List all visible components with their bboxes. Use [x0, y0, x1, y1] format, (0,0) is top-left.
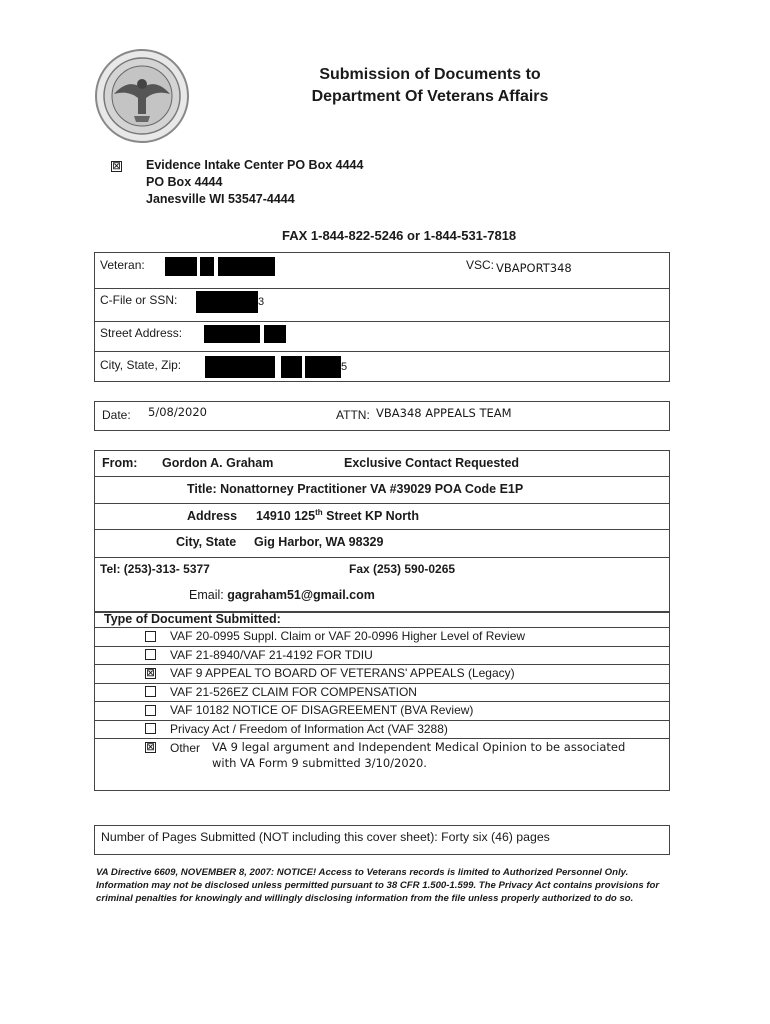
redaction [205, 356, 275, 378]
doc-item: Privacy Act / Freedom of Information Act (VAF 3288) [170, 722, 448, 736]
divider [94, 529, 669, 530]
pages-submitted: Number of Pages Submitted (NOT including this cover sheet): Forty six (46) pages [101, 830, 550, 844]
street-address-label: Street Address: [100, 326, 183, 340]
doc-item: VAF 21-526EZ CLAIM FOR COMPENSATION [170, 685, 417, 699]
divider [94, 627, 669, 628]
exclusive-contact: Exclusive Contact Requested [344, 456, 520, 470]
redaction [264, 325, 286, 343]
other-text-line2: with VA Form 9 submitted 3/10/2020. [212, 756, 427, 770]
documents-heading: Type of Document Submitted: [104, 612, 281, 626]
vsc-value: VBAPORT348 [496, 261, 572, 275]
divider [94, 701, 669, 702]
doc-checkbox[interactable] [145, 649, 156, 660]
doc-item: VAF 21-8940/VAF 21-4192 FOR TDIU [170, 648, 373, 662]
divider [94, 664, 669, 665]
other-text-line1: VA 9 legal argument and Independent Medical Opinion to be associated [212, 740, 626, 754]
privacy-notice: VA Directive 6609, NOVEMBER 8, 2007: NOTICE! Access to Veterans records is limited to Authorized Personnel Only. Information may not be disclosed unless permitted pursuant to 38 CFR 1.500-1.599. The Privacy Act contains provisions for criminal penalties for knowingly and willingly disclosing information from the file unless properly authorized to do so. [96, 867, 660, 904]
page-title-line2: Department Of Veterans Affairs [311, 88, 549, 105]
from-box [94, 450, 670, 613]
address-line1: Evidence Intake Center PO Box 4444 [146, 158, 364, 172]
fax-numbers: FAX 1-844-822-5246 or 1-844-531-7818 [282, 228, 517, 243]
doc-checkbox[interactable] [145, 723, 156, 734]
attn-label: ATTN: [336, 408, 370, 422]
vsc-label: VSC: [466, 258, 495, 272]
redaction [281, 356, 302, 378]
doc-item: VAF 9 APPEAL TO BOARD OF VETERANS' APPEALS (Legacy) [170, 666, 515, 680]
redaction [165, 257, 197, 276]
va-seal-icon [94, 48, 190, 144]
city-state-label: City, State [176, 535, 237, 549]
page-title-line1: Submission of Documents to [319, 66, 541, 83]
cfile-label: C-File or SSN: [100, 293, 178, 307]
other-label: Other [170, 741, 201, 755]
divider [94, 683, 669, 684]
divider [94, 720, 669, 721]
date-value: 5/08/2020 [148, 405, 207, 419]
address-line3: Janesville WI 53547-4444 [146, 192, 295, 206]
divider [94, 351, 669, 352]
veteran-label: Veteran: [100, 258, 145, 272]
attn-value: VBA348 APPEALS TEAM [376, 406, 512, 420]
doc-checkbox[interactable] [145, 686, 156, 697]
date-label: Date: [102, 408, 131, 422]
address-label: Address [187, 509, 238, 523]
divider [94, 646, 669, 647]
other-checkbox[interactable]: ☒ [146, 742, 155, 752]
divider [94, 321, 669, 322]
email: Email: gagraham51@gmail.com [189, 588, 375, 602]
doc-checkbox[interactable] [145, 705, 156, 716]
tel: Tel: (253)-313- 5377 [100, 562, 210, 576]
redaction [196, 291, 258, 313]
doc-checkbox[interactable]: ☒ [146, 668, 155, 678]
address-line2: PO Box 4444 [146, 175, 223, 189]
address-value: 14910 125th Street KP North [256, 508, 419, 524]
doc-checkbox[interactable] [145, 631, 156, 642]
redaction [305, 356, 341, 378]
redaction [200, 257, 214, 276]
city-state-value: Gig Harbor, WA 98329 [254, 535, 384, 549]
divider [94, 288, 669, 289]
divider [94, 738, 669, 739]
divider [94, 557, 669, 558]
from-name: Gordon A. Graham [162, 456, 274, 470]
doc-item: VAF 20-0995 Suppl. Claim or VAF 20-0996 Higher Level of Review [170, 629, 526, 643]
city-suffix: 5 [341, 361, 348, 373]
city-state-zip-label: City, State, Zip: [100, 358, 182, 372]
title-line: Title: Nonattorney Practitioner VA #39029 POA Code E1P [187, 482, 524, 496]
from-label: From: [102, 456, 138, 470]
redaction [218, 257, 275, 276]
divider [94, 476, 669, 477]
divider [94, 503, 669, 504]
doc-item: VAF 10182 NOTICE OF DISAGREEMENT (BVA Review) [170, 703, 474, 717]
cfile-suffix: 3 [258, 296, 265, 308]
redaction [204, 325, 260, 343]
fax: Fax (253) 590-0265 [349, 562, 456, 576]
evidence-intake-checkbox[interactable]: ☒ [112, 161, 121, 171]
